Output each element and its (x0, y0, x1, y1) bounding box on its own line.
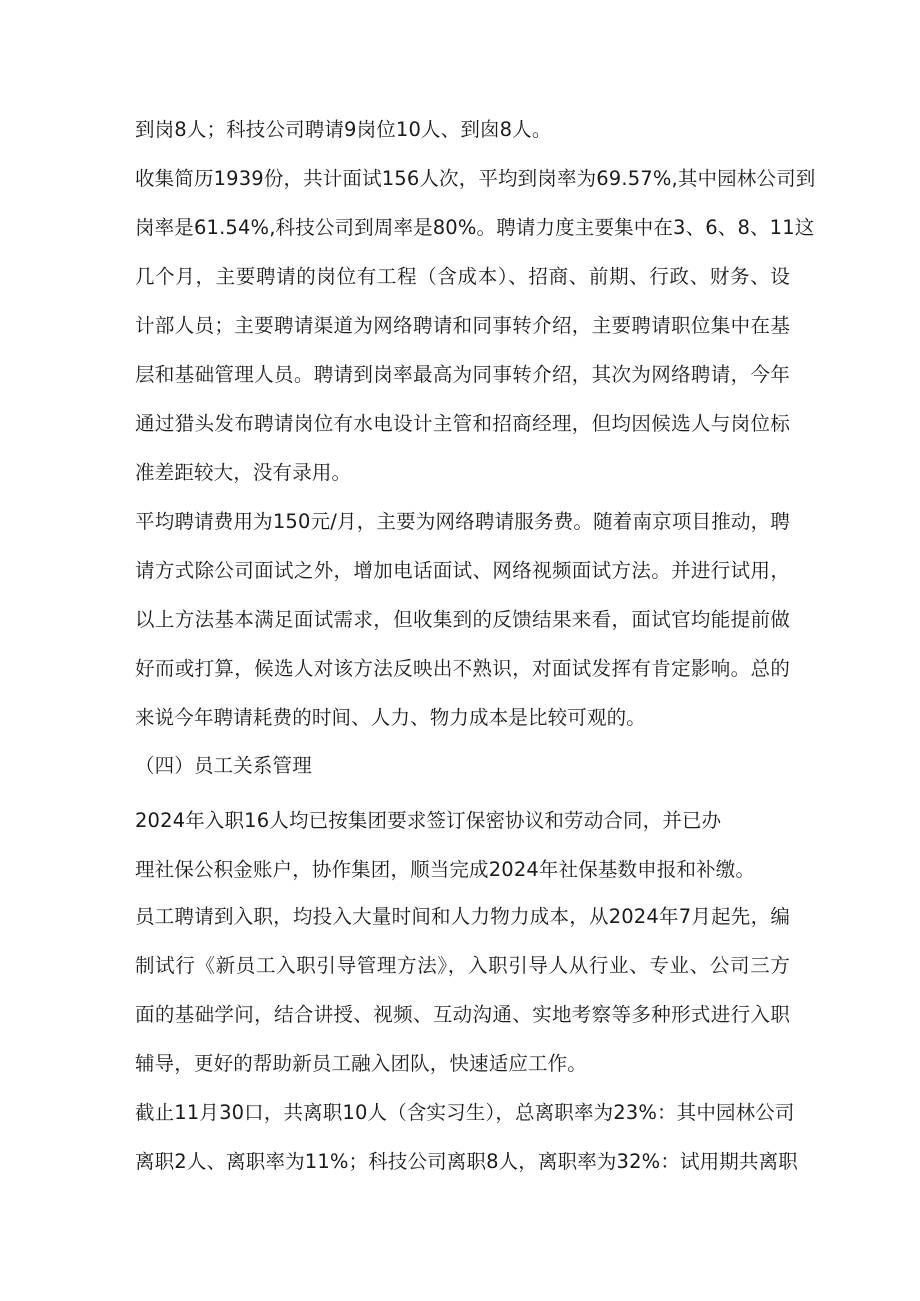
text-line-7: 通过猎头发布聘请岗位有水电设计主管和招商经理，但均因候选人与岗位标 (135, 412, 790, 435)
text-line-11: 以上方法基本满足面试需求，但收集到的反馈结果来看，面试官均能提前做 (135, 608, 790, 631)
text-line-16: 员工聘请到入职，均投入大量时间和人力物力成本，从2024年7月起先，编 (135, 905, 790, 928)
text-line-20: 截止11月30口，共离职10人（含实习生），总离职率为23%：其中园林公司 (135, 1101, 795, 1124)
text-line-14: 2024年入职16人均已按集团要求签订保密协议和劳动合同，并已办 (135, 809, 722, 832)
text-line-19: 辅导，更好的帮助新员工融入团队，快速适应工作。 (135, 1052, 587, 1075)
text-line-9: 平均聘请费用为150元/月，主要为网络聘请服务费。随着南京项目推动，聘 (135, 510, 790, 533)
text-line-15: 理社保公积金账户，协作集团，顺当完成2024年社保基数申报和补缴。 (135, 858, 756, 881)
section-heading: （四）员工关系管理 (135, 754, 312, 777)
text-line-17: 制试行《新员工入职引导管理方法》，入职引导人从行业、专业、公司三方 (135, 954, 790, 977)
text-line-3: 岗率是61.54%,科技公司到周率是80%。聘请力度主要集中在3、6、8、11这 (135, 216, 815, 239)
text-line-6: 层和基础管理人员。聘请到岗率最高为同事转介绍，其次为网络聘请，今年 (135, 363, 790, 386)
text-line-18: 面的基础学问，结合讲授、视频、互动沟通、实地考察等多种形式进行入职 (135, 1003, 790, 1026)
text-line-10: 请方式除公司面试之外，增加电话面试、网络视频面试方法。并进行试用， (135, 559, 790, 582)
text-line-2: 收集简历1939份，共计面试156人次，平均到岗率为69.57%,其中园林公司到 (135, 167, 816, 190)
text-line-1: 到岗8人；科技公司聘请9岗位10人、到囱8人。 (135, 118, 552, 141)
text-line-4: 几个月，主要聘请的岗位有工程（含成本）、招商、前期、行政、财务、设 (135, 265, 790, 288)
text-line-5: 计部人员；主要聘请渠道为网络聘请和同事转介绍，主要聘请职位集中在基 (135, 314, 790, 337)
text-line-13: 来说今年聘请耗费的时间、人力、物力成本是比较可观的。 (135, 706, 646, 729)
text-line-21: 离职2人、离职率为11%；科技公司离职8人，离职率为32%：试用期共离职 (135, 1150, 798, 1173)
text-line-8: 准差距较大，没有录用。 (135, 461, 352, 484)
text-line-12: 好而或打算，候选人对该方法反映出不熟识，对面试发挥有肯定影响。总的 (135, 657, 790, 680)
